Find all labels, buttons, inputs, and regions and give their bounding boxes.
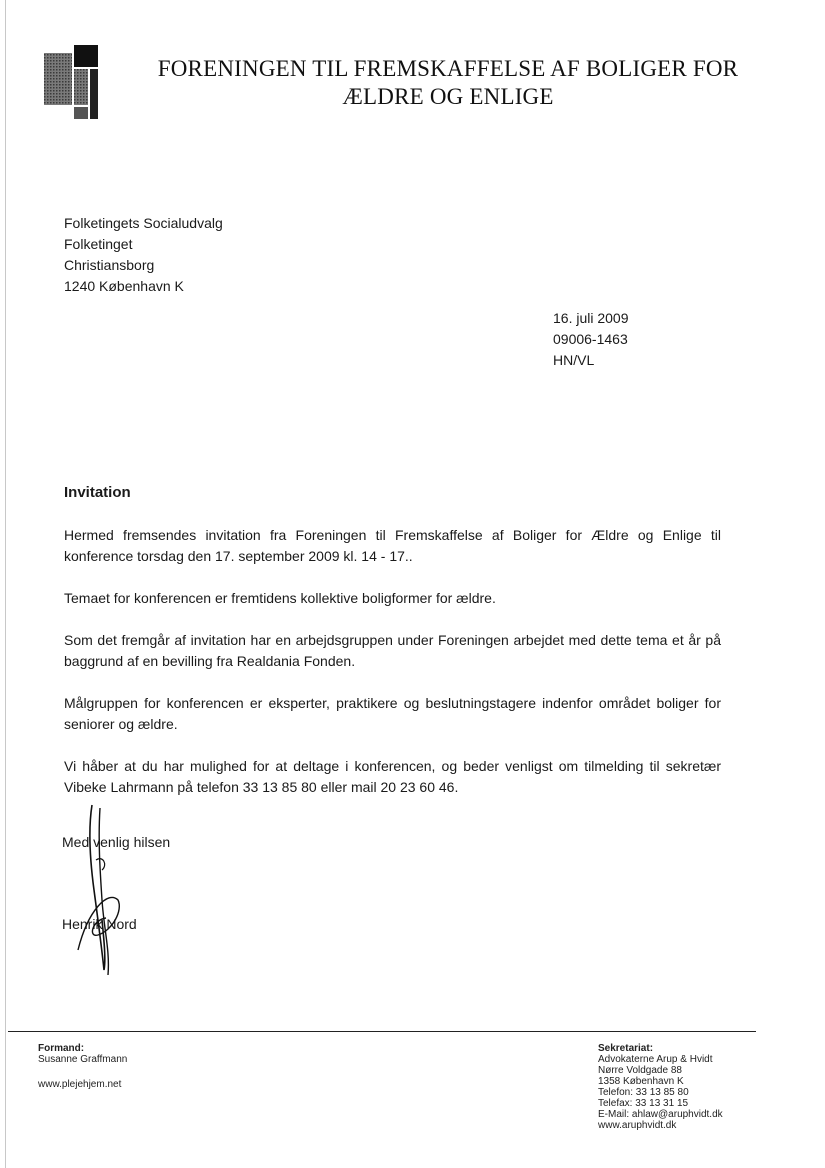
- footer-web-link[interactable]: www.aruphvidt.dk: [598, 1120, 677, 1131]
- recipient-line: Folketingets Socialudvalg: [64, 215, 223, 231]
- footer-secretariat-line: Telefax: 33 13 31 15: [598, 1098, 689, 1109]
- footer-secretariat-line: 1358 København K: [598, 1076, 684, 1087]
- organization-logo-icon: [44, 45, 100, 119]
- body-paragraph: Hermed fremsendes invitation fra Foreningen til Fremskaffelse af Boliger for Ældre og Enlige til konference torsdag den 17. september 2009 kl. 14 - 17..: [64, 527, 721, 564]
- organization-title-line1: FORENINGEN TIL FREMSKAFFELSE AF BOLIGER FOR: [157, 56, 739, 81]
- footer-secretariat-label: Sekretariat:: [598, 1043, 654, 1054]
- letter-body: [64, 525, 721, 819]
- scan-edge-line: [5, 0, 6, 1168]
- body-paragraph: Målgruppen for konferencen er eksperter, praktikere og beslutningstagere indenfor området boliger for seniorer og ældre.: [64, 695, 721, 732]
- letter-closing: Med venlig hilsen: [62, 834, 171, 850]
- letter-initials: HN/VL: [553, 352, 595, 368]
- recipient-address: [64, 213, 223, 297]
- recipient-line: 1240 København K: [64, 278, 184, 294]
- footer-email-link[interactable]: E-Mail: ahlaw@aruphvidt.dk: [598, 1109, 723, 1120]
- footer-secretariat-line: Telefon: 33 13 85 80: [598, 1087, 689, 1098]
- handwritten-signature-icon: [58, 800, 148, 980]
- recipient-line: Christiansborg: [64, 257, 155, 273]
- footer-website[interactable]: www.plejehjem.net: [38, 1079, 122, 1090]
- body-paragraph: Vi håber at du har mulighed for at deltage i konferencen, og beder venligst om tilmelding til sekretær Vibeke Lahrmann på telefon 33 13 85 80 eller mail 20 23 60 46.: [64, 758, 721, 795]
- footer-chairman-name: Susanne Graffmann: [38, 1054, 128, 1065]
- footer-chairman-label: Formand:: [38, 1043, 85, 1054]
- organization-title-line2: ÆLDRE OG ENLIGE: [342, 84, 554, 109]
- letter-meta: [553, 308, 629, 371]
- footer-secretariat-line: Nørre Voldgade 88: [598, 1065, 682, 1076]
- footer-secretariat: [598, 1043, 723, 1131]
- recipient-line: Folketinget: [64, 236, 133, 252]
- body-paragraph: Som det fremgår af invitation har en arbejdsgruppen under Foreningen arbejdet med dette tema et år på baggrund af en bevilling fra Realdania Fonden.: [64, 632, 721, 669]
- body-paragraph: Temaet for konferencen er fremtidens kollektive boligformer for ældre.: [64, 590, 496, 606]
- letter-date: 16. juli 2009: [553, 310, 629, 326]
- signer-name: Henrik Nord: [62, 916, 137, 932]
- letter-heading: Invitation: [64, 484, 131, 501]
- footer-secretariat-line: Advokaterne Arup & Hvidt: [598, 1054, 713, 1065]
- letter-reference: 09006-1463: [553, 331, 628, 347]
- organization-title: [118, 55, 778, 111]
- footer-divider: [8, 1031, 756, 1032]
- footer-chairman: [38, 1043, 127, 1065]
